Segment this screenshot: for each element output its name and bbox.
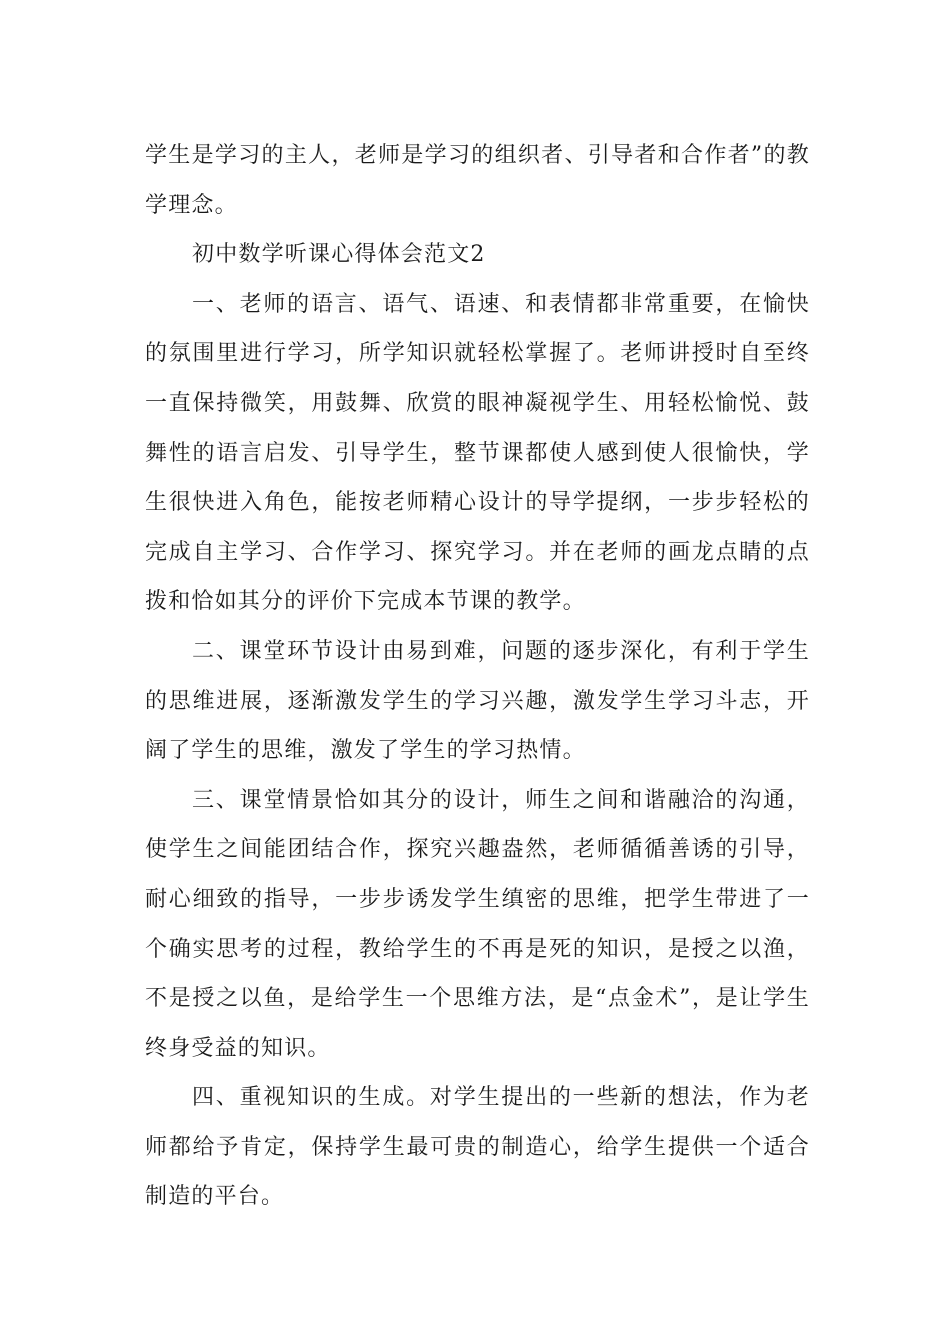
- document-body: [145, 131, 810, 1222]
- paragraph-point-1: 一、老师的语言、语气、语速、和表情都非常重要，在愉快的氛围里进行学习，所学知识就轻松掌握了。老师讲授时自至终一直保持微笑，用鼓舞、欣赏的眼神凝视学生、用轻松愉悦、鼓舞性的语言启发、引导学生，整节课都使人感到使人很愉快，学生很快进入角色，能按老师精心设计的导学提纲，一步步轻松的完成自主学习、合作学习、探究学习。并在老师的画龙点睛的点拨和恰如其分的评价下完成本节课的教学。: [145, 291, 810, 615]
- paragraph-point-3: 三、课堂情景恰如其分的设计，师生之间和谐融洽的沟通，使学生之间能团结合作，探究兴趣盎然，老师循循善诱的引导，耐心细致的指导，一步步诱发学生缜密的思维，把学生带进了一个确实思考的过程，教给学生的不再是死的知识，是授之以渔，不是授之以鱼，是给学生一个思维方法，是“点金术”，是让学生终身受益的知识。: [145, 787, 810, 1061]
- paragraph-continuation: 学生是学习的主人，老师是学习的组织者、引导者和合作者”的教学理念。: [145, 143, 810, 218]
- paragraph-point-4: 四、重视知识的生成。对学生提出的一些新的想法，作为老师都给予肯定，保持学生最可贵的制造心，给学生提供一个适合制造的平台。: [145, 1085, 810, 1210]
- section-heading: 初中数学听课心得体会范文2: [192, 242, 486, 268]
- paragraph-point-2: 二、课堂环节设计由易到难，问题的逐步深化，有利于学生的思维进展，逐渐激发学生的学习兴趣，激发学生学习斗志，开阔了学生的思维，激发了学生的学习热情。: [145, 638, 810, 764]
